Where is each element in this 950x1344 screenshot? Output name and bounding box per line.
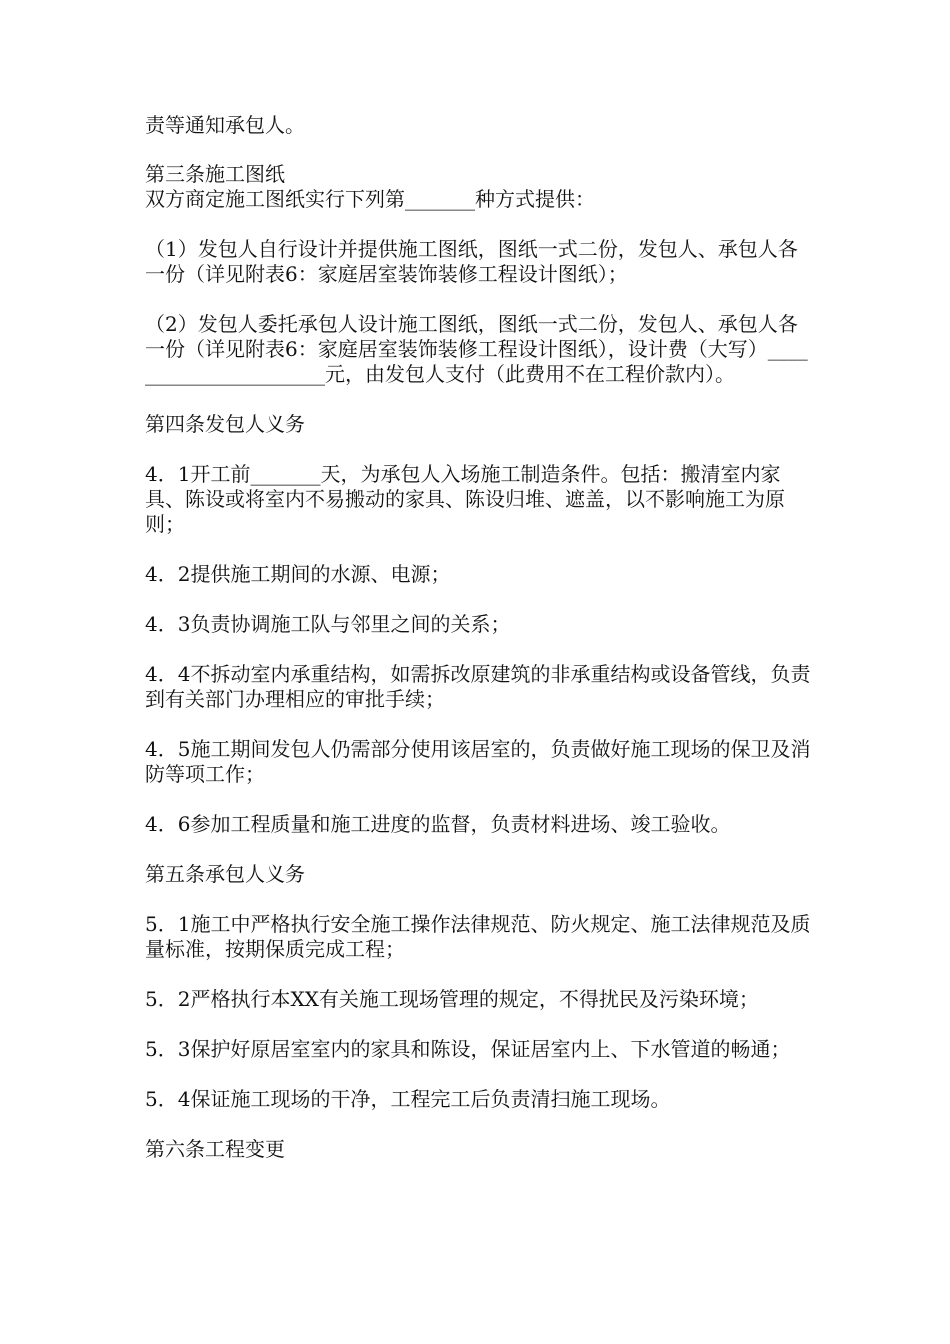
clause-4-4: 4．4不拆动室内承重结构，如需拆改原建筑的非承重结构或设备管线，负责到有关部门办理相应的审批手续；: [145, 662, 811, 711]
clause-4-1: 4．1开工前_______天，为承包人入场施工制造条件。包括：搬清室内家具、陈设或将室内不易搬动的家具、陈设归堆、遮盖，以不影响施工为原则；: [145, 462, 785, 536]
clause-4-5: 4．5施工期间发包人仍需部分使用该居室的，负责做好施工现场的保卫及消防等项工作；: [145, 737, 811, 786]
clause-5-1: 5．1施工中严格执行安全施工操作法律规范、防火规定、施工法律规范及质量标准，按期保质完成工程；: [145, 912, 811, 961]
section-heading-3: 第三条施工图纸: [145, 162, 285, 186]
clause-5-3: 5．3保护好原居室室内的家具和陈设，保证居室内上、下水管道的畅通；: [145, 1037, 791, 1061]
document-body: [145, 113, 815, 1187]
paragraph-continuation: 责等通知承包人。: [145, 113, 305, 137]
clause-4-3: 4．3负责协调施工队与邻里之间的关系；: [145, 612, 511, 636]
paragraph-drawing-method: 双方商定施工图纸实行下列第_______种方式提供：: [145, 187, 595, 211]
clause-5-4: 5．4保证施工现场的干净，工程完工后负责清扫施工现场。: [145, 1087, 671, 1111]
clause-5-2: 5．2严格执行本XX有关施工现场管理的规定，不得扰民及污染环境；: [145, 987, 759, 1011]
paragraph-option-2: （2）发包人委托承包人设计施工图纸，图纸一式二份，发包人、承包人各一份（详见附表6：家庭居室装饰装修工程设计图纸），设计费（大写）______________________元，由发包人支付（此费用不在工程价款内）。: [145, 312, 808, 386]
section-heading-5: 第五条承包人义务: [145, 862, 305, 886]
section-heading-6: 第六条工程变更: [145, 1137, 285, 1161]
clause-4-2: 4．2提供施工期间的水源、电源；: [145, 562, 451, 586]
clause-4-6: 4．6参加工程质量和施工进度的监督，负责材料进场、竣工验收。: [145, 812, 731, 836]
section-heading-4: 第四条发包人义务: [145, 412, 305, 436]
paragraph-option-1: （1）发包人自行设计并提供施工图纸，图纸一式二份，发包人、承包人各一份（详见附表6：家庭居室装饰装修工程设计图纸）；: [145, 237, 798, 286]
